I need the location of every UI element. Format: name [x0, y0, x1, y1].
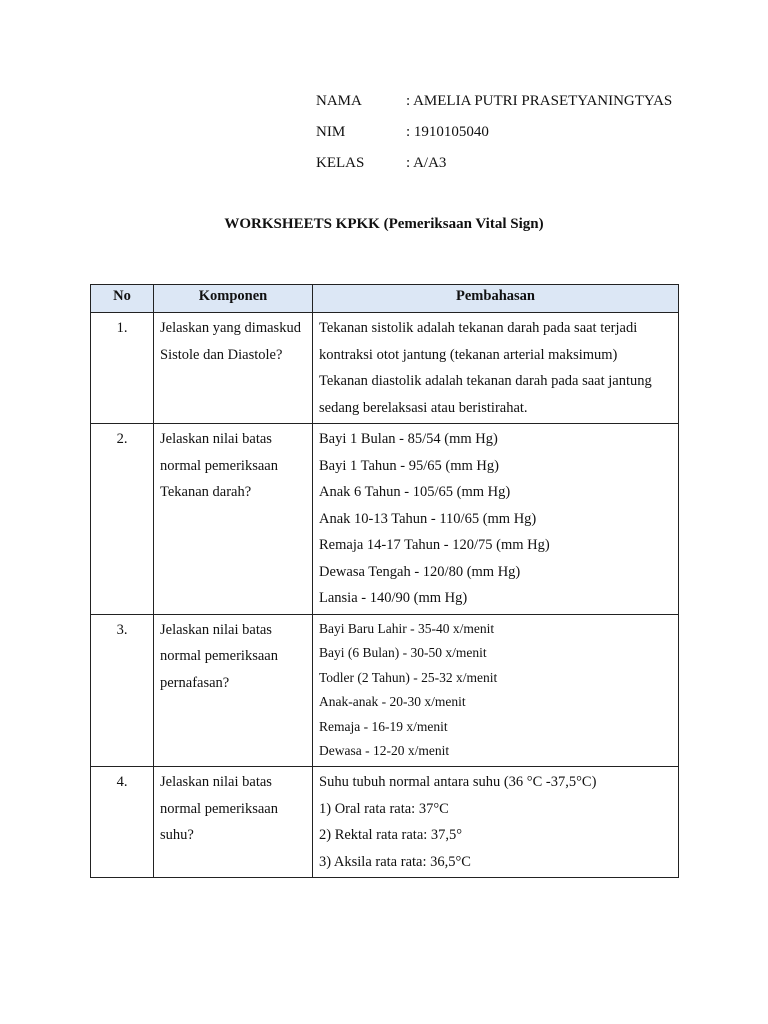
header-komponen: Komponen — [154, 285, 313, 313]
table-row — [91, 767, 679, 878]
pembahasan-line: Tekanan diastolik adalah tekanan darah pada saat jantung — [319, 373, 652, 389]
komponen-line: normal pemeriksaan — [160, 457, 278, 474]
komponen-line: Jelaskan nilai batas — [160, 774, 272, 791]
pembahasan-line: Bayi 1 Bulan - 85/54 (mm Hg) — [319, 431, 498, 447]
komponen-line: suhu? — [160, 827, 194, 844]
pembahasan-cell — [313, 614, 679, 767]
komponen-cell — [154, 767, 313, 878]
worksheet-table — [90, 284, 679, 878]
row-number — [91, 424, 154, 615]
pembahasan-cell — [313, 424, 679, 615]
row-number-text: 4. — [116, 774, 128, 791]
pembahasan-line: 3) Aksila rata rata: 36,5°C — [319, 853, 471, 870]
pembahasan-line: kontraksi otot jantung (tekanan arterial maksimum) — [319, 346, 618, 363]
pembahasan-line: Tekanan sistolik adalah tekanan darah pada saat terjadi — [319, 320, 638, 336]
nim-value: : 1910105040 — [406, 124, 489, 140]
row-number — [91, 614, 154, 767]
row-number-text: 3. — [116, 621, 128, 638]
komponen-line: Jelaskan nilai batas — [160, 621, 272, 638]
pembahasan-line: 2) Rektal rata rata: 37,5° — [319, 827, 463, 844]
komponen-line: normal pemeriksaan — [160, 648, 278, 664]
nim-label: NIM — [316, 124, 346, 140]
komponen-line: Sistole dan Diastole? — [160, 346, 283, 363]
row-number — [91, 313, 154, 424]
row-number-text: 1. — [116, 320, 128, 336]
komponen-line: pernafasan? — [160, 674, 230, 691]
class-label: KELAS — [316, 155, 365, 171]
pembahasan-line: Lansia - 140/90 (mm Hg) — [319, 590, 468, 606]
pembahasan-line: Bayi Baru Lahir - 35-40 x/menit — [319, 620, 495, 636]
table-header-row — [91, 285, 679, 313]
pembahasan-line: Bayi (6 Bulan) - 30-50 x/menit — [319, 645, 487, 661]
name-label: NAMA — [316, 93, 362, 109]
komponen-line: normal pemeriksaan — [160, 800, 278, 817]
pembahasan-line: Dewasa - 12-20 x/menit — [319, 743, 450, 759]
pembahasan-line: Anak 6 Tahun - 105/65 (mm Hg) — [319, 484, 511, 500]
table-row — [91, 614, 679, 767]
pembahasan-cell — [313, 767, 679, 878]
komponen-cell — [154, 614, 313, 767]
header-pembahasan: Pembahasan — [313, 285, 679, 313]
pembahasan-line: Remaja 14-17 Tahun - 120/75 (mm Hg) — [319, 537, 550, 553]
pembahasan-line: Bayi 1 Tahun - 95/65 (mm Hg) — [319, 457, 499, 474]
row-number-text: 2. — [116, 431, 128, 447]
komponen-line: Jelaskan nilai batas — [160, 431, 272, 447]
pembahasan-line: Suhu tubuh normal antara suhu (36 °C -37,5°C) — [319, 774, 597, 791]
pembahasan-line: Anak-anak - 20-30 x/menit — [319, 694, 466, 710]
pembahasan-cell — [313, 313, 679, 424]
pembahasan-line: Anak 10-13 Tahun - 110/65 (mm Hg) — [319, 510, 537, 527]
name-row — [316, 90, 672, 121]
class-row — [316, 152, 672, 183]
komponen-line: Jelaskan yang dimaskud — [160, 320, 301, 336]
pembahasan-line: sedang berelaksasi atau beristirahat. — [319, 399, 528, 416]
nim-row — [316, 121, 672, 152]
table-row — [91, 313, 679, 424]
komponen-cell — [154, 313, 313, 424]
table-row — [91, 424, 679, 615]
header-no: No — [91, 285, 154, 313]
pembahasan-line: Remaja - 16-19 x/menit — [319, 718, 448, 734]
row-number — [91, 767, 154, 878]
pembahasan-line: 1) Oral rata rata: 37°C — [319, 800, 449, 817]
student-info — [316, 90, 672, 183]
class-value: : A/A3 — [406, 155, 447, 171]
komponen-line: Tekanan darah? — [160, 484, 252, 500]
pembahasan-line: Dewasa Tengah - 120/80 (mm Hg) — [319, 563, 521, 580]
pembahasan-line: Todler (2 Tahun) - 25-32 x/menit — [319, 669, 498, 685]
document-title: WORKSHEETS KPKK (Pemeriksaan Vital Sign) — [224, 216, 544, 232]
name-value: : AMELIA PUTRI PRASETYANINGTYAS — [406, 93, 673, 109]
komponen-cell — [154, 424, 313, 615]
